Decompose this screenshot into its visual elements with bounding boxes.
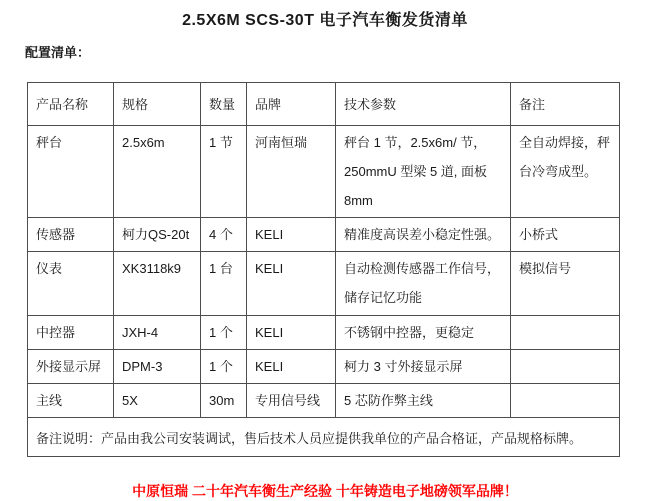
table-footer-note: 备注说明：产品由我公司安装调试，售后技术人员应提供我单位的产品合格证，产品规格标牌。 xyxy=(28,418,620,457)
cell-product-name: 传感器 xyxy=(28,218,114,252)
cell-qty: 1 台 xyxy=(201,252,247,316)
column-header-product-name: 产品名称 xyxy=(28,83,114,126)
cell-spec: XK3118k9 xyxy=(114,252,201,316)
cell-qty: 4 个 xyxy=(201,218,247,252)
cell-params: 精准度高误差小稳定性强。 xyxy=(336,218,511,252)
cell-brand: 河南恒瑞 xyxy=(247,126,336,218)
config-table xyxy=(27,82,620,457)
cell-params: 不锈钢中控器，更稳定 xyxy=(336,316,511,350)
cell-spec: DPM-3 xyxy=(114,350,201,384)
cell-brand: 专用信号线 xyxy=(247,384,336,418)
cell-params: 秤台 1 节，2.5x6m/ 节，250mmU 型梁 5 道, 面板 8mm xyxy=(336,126,511,218)
document-title: 2.5X6M SCS-30T 电子汽车衡发货清单 xyxy=(182,12,468,29)
column-header-brand: 品牌 xyxy=(247,83,336,126)
cell-params: 自动检测传感器工作信号，储存记忆功能 xyxy=(336,252,511,316)
cell-spec: 2.5x6m xyxy=(114,126,201,218)
cell-qty: 1 个 xyxy=(201,316,247,350)
cell-qty: 30m xyxy=(201,384,247,418)
table-row-external-display xyxy=(28,350,620,384)
cell-product-name: 主线 xyxy=(28,384,114,418)
cell-product-name: 仪表 xyxy=(28,252,114,316)
cell-spec: JXH-4 xyxy=(114,316,201,350)
cell-spec: 5X xyxy=(114,384,201,418)
table-row-platform xyxy=(28,126,620,218)
cell-brand: KELI xyxy=(247,218,336,252)
cell-qty: 1 节 xyxy=(201,126,247,218)
table-footer-row xyxy=(28,418,620,457)
table-row-main-cable xyxy=(28,384,620,418)
cell-params: 柯力 3 寸外接显示屏 xyxy=(336,350,511,384)
cell-note xyxy=(511,350,620,384)
cell-product-name: 中控器 xyxy=(28,316,114,350)
company-slogan: 中原恒瑞 二十年汽车衡生产经验 十年铸造电子地磅领军品牌！ xyxy=(132,483,518,499)
cell-note xyxy=(511,316,620,350)
table-row-junction-controller xyxy=(28,316,620,350)
cell-brand: KELI xyxy=(247,252,336,316)
column-header-params: 技术参数 xyxy=(336,83,511,126)
cell-product-name: 秤台 xyxy=(28,126,114,218)
cell-product-name: 外接显示屏 xyxy=(28,350,114,384)
cell-spec: 柯力QS-20t xyxy=(114,218,201,252)
column-header-spec: 规格 xyxy=(114,83,201,126)
table-header-row xyxy=(28,83,620,126)
table-row-indicator xyxy=(28,252,620,316)
cell-note: 全自动焊接，秤台冷弯成型。 xyxy=(511,126,620,218)
table-row-sensor xyxy=(28,218,620,252)
cell-note: 模拟信号 xyxy=(511,252,620,316)
column-header-qty: 数量 xyxy=(201,83,247,126)
cell-params: 5 芯防作弊主线 xyxy=(336,384,511,418)
cell-brand: KELI xyxy=(247,350,336,384)
cell-brand: KELI xyxy=(247,316,336,350)
cell-qty: 1 个 xyxy=(201,350,247,384)
cell-note: 小桥式 xyxy=(511,218,620,252)
column-header-note: 备注 xyxy=(511,83,620,126)
cell-note xyxy=(511,384,620,418)
config-list-label: 配置清单： xyxy=(25,45,91,60)
